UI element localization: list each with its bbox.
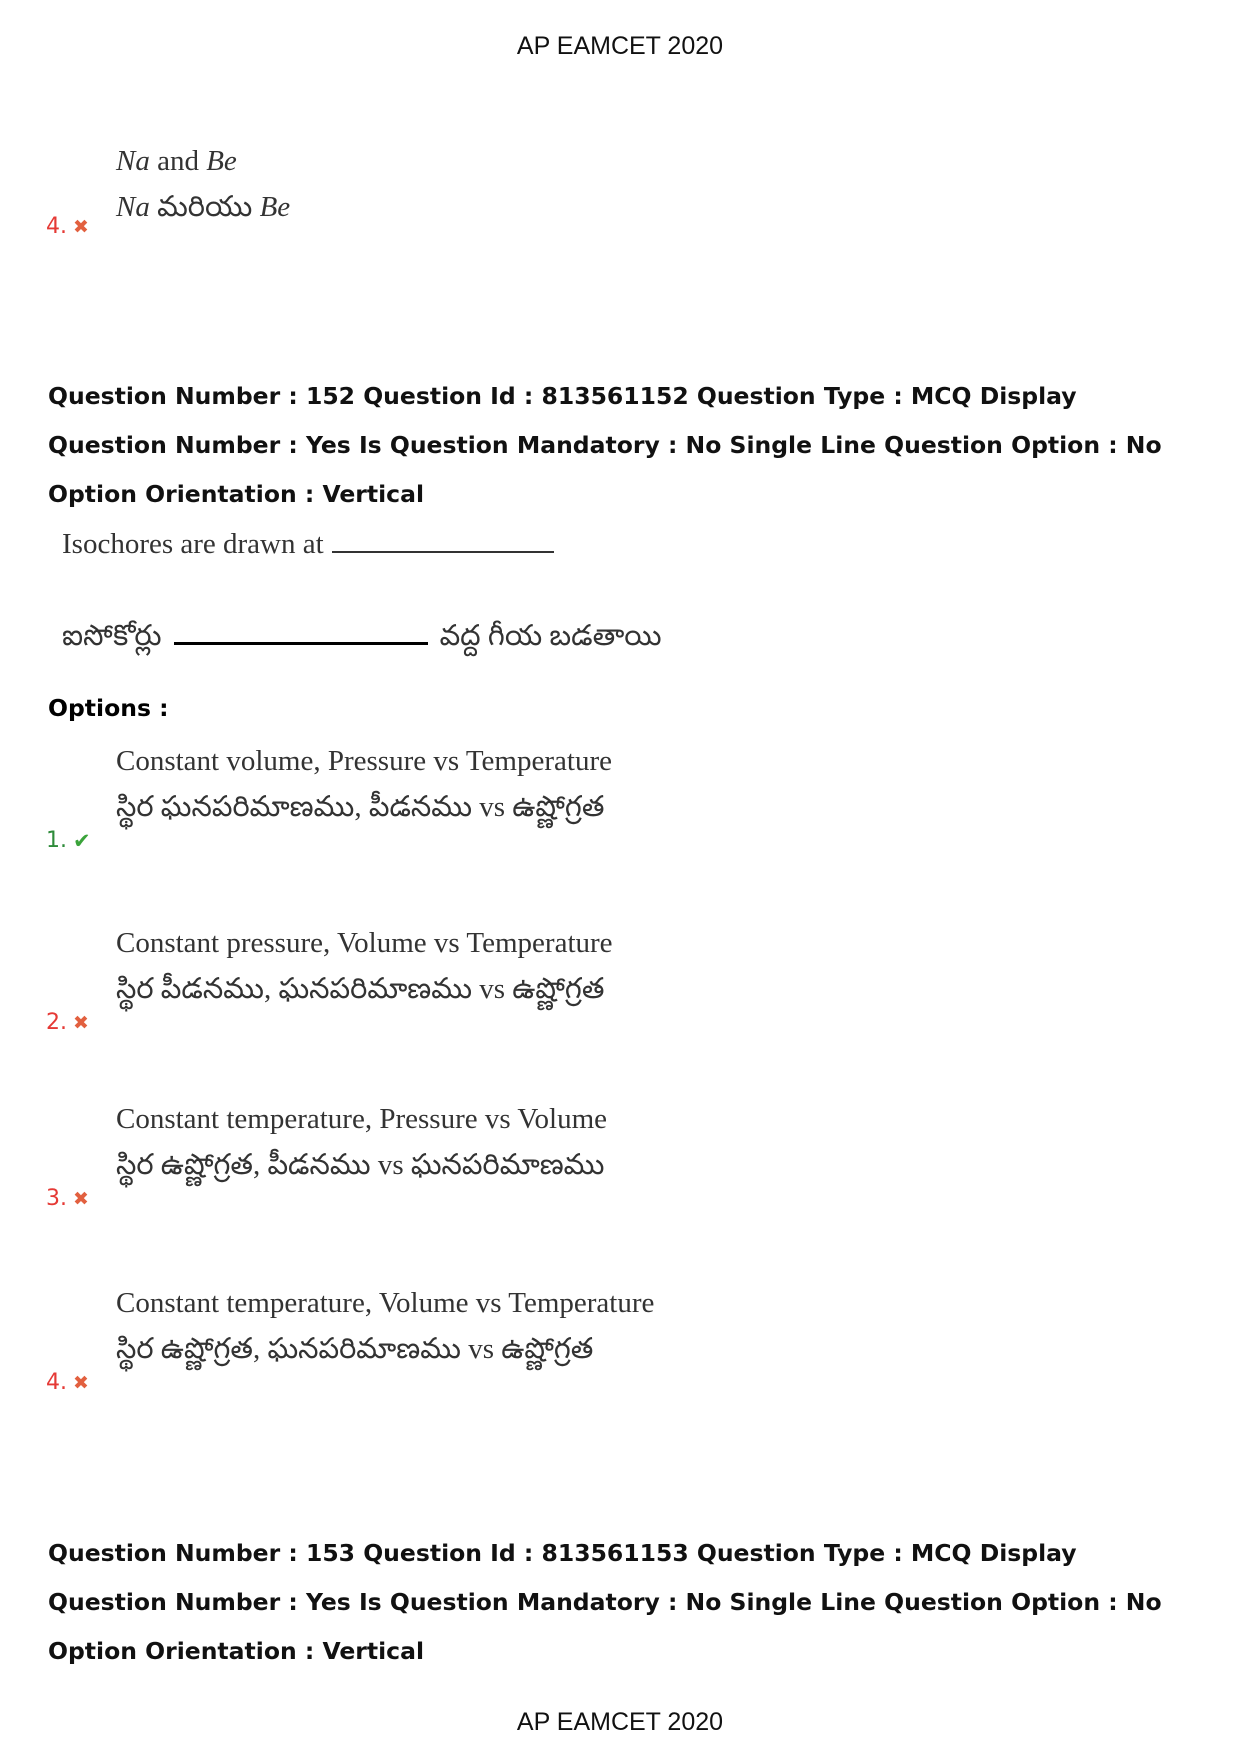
- prev-q-option-4-te: [116, 184, 290, 230]
- stem-te-prefix: ఐసోకోర్లు: [62, 620, 162, 652]
- option-1-en: Constant volume, Pressure vs Temperature: [116, 745, 612, 777]
- cross-icon: ✖: [73, 1011, 89, 1034]
- option-2-te: స్థిర పీడనము, ఘనపరిమాణము vs ఉష్ణోగ్రత: [116, 973, 605, 1005]
- prev-q-option-4-text: [116, 138, 290, 230]
- species-a: Na: [116, 145, 150, 177]
- option-1-text: [116, 738, 612, 830]
- cross-icon: ✖: [73, 1187, 89, 1210]
- option-3-te: స్థిర ఉష్ణోగ్రత, పీడనము vs ఘనపరిమాణము: [116, 1149, 605, 1181]
- option-number: 1.: [46, 828, 67, 853]
- option-1-marker: [46, 828, 91, 853]
- answer-blank: [332, 550, 554, 553]
- stem-te-suffix: వద్ద గీయ బడతాయి: [439, 620, 662, 652]
- options-label: Options :: [48, 694, 169, 722]
- option-number: 3.: [46, 1186, 67, 1211]
- option-2-text: [116, 920, 613, 1012]
- option-4-te: స్థిర ఉష్ణోగ్రత, ఘనపరిమాణము vs ఉష్ణోగ్రత: [116, 1333, 594, 1365]
- connector: మరియు: [157, 191, 253, 223]
- cross-icon: ✖: [73, 215, 89, 238]
- prev-q-option-4-en: [116, 138, 290, 184]
- question-152-stem-te: [62, 620, 662, 660]
- option-number: 2.: [46, 1010, 67, 1035]
- page-footer: AP EAMCET 2020: [516, 1708, 724, 1736]
- answer-blank: [174, 641, 428, 645]
- species-a: Na: [116, 191, 150, 223]
- option-4-marker: [46, 1370, 89, 1395]
- option-3-marker: [46, 1186, 89, 1211]
- cross-icon: ✖: [73, 1371, 89, 1394]
- question-153-meta: Question Number : 153 Question Id : 813561153 Question Type : MCQ Display Question Number : Yes Is Question Mandatory : No Single Line Question Option : No Option Orientation : Vertical: [48, 1539, 1162, 1665]
- option-number: 4.: [46, 214, 67, 239]
- option-2-en: Constant pressure, Volume vs Temperature: [116, 927, 613, 959]
- species-b: Be: [206, 145, 237, 177]
- option-3-en: Constant temperature, Pressure vs Volume: [116, 1103, 608, 1135]
- connector: and: [157, 145, 199, 177]
- stem-en-text: Isochores are drawn at: [62, 528, 324, 560]
- page-header: AP EAMCET 2020: [516, 32, 724, 60]
- option-2-marker: [46, 1010, 89, 1035]
- option-4-text: [116, 1280, 654, 1372]
- question-152-meta: Question Number : 152 Question Id : 813561152 Question Type : MCQ Display Question Number : Yes Is Question Mandatory : No Single Line Question Option : No Option Orientation : Vertical: [48, 382, 1162, 508]
- prev-q-option-4-marker: [46, 214, 89, 239]
- check-icon: ✔: [73, 828, 91, 853]
- option-4-en: Constant temperature, Volume vs Temperature: [116, 1287, 655, 1319]
- option-number: 4.: [46, 1370, 67, 1395]
- species-b: Be: [259, 191, 291, 223]
- option-1-te: స్థిర ఘనపరిమాణము, పీడనము vs ఉష్ణోగ్రత: [116, 791, 605, 823]
- option-3-text: [116, 1096, 607, 1188]
- question-152-stem-en: [62, 528, 554, 561]
